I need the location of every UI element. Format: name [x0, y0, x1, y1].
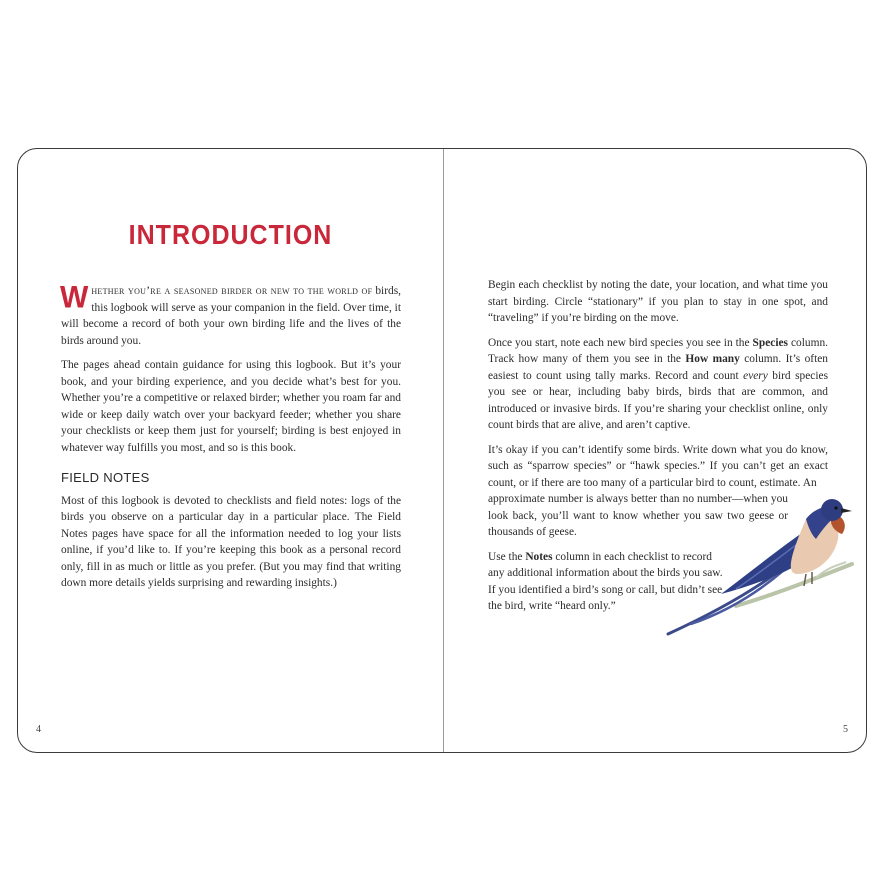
p2-text-a: Once you start, note each new bird species you see in the: [488, 336, 753, 349]
right-paragraph-2: [488, 335, 828, 434]
p3-text-top: It’s okay if you can’t identify some birds. Write down what you do know, such as “sparrow species” or “hawk species.” If you can’t get an exact count, or if there are too many of a particular bird to count, estimate. An: [488, 443, 828, 489]
section-heading-field-notes: FIELD NOTES: [61, 470, 150, 485]
right-paragraph-1: Begin each checklist by noting the date, your location, and what time you start birding. Circle “stationary” if you plan to stay in one spot, and “traveling” if you’re birding on the move.: [488, 279, 828, 324]
intro-rest: birds, this logbook will serve as your companion in the field. Over time, it will become a record of both your own birding life and the lives of the birds around you.: [61, 285, 401, 347]
page-number-left: 4: [36, 724, 41, 735]
species-term: Species: [752, 336, 788, 349]
left-body: [60, 280, 401, 600]
p4-text-b: column in each checklist to record any additional information about the birds you saw.: [488, 550, 723, 579]
every-term: every: [743, 369, 768, 382]
p2-text-b: column. Track how many of them you see in the: [488, 336, 828, 365]
book-spread: [17, 148, 867, 753]
p2-text-c: column. It’s often easiest to count using tally marks. Record and count: [488, 353, 828, 382]
paragraph-2: The pages ahead contain guidance for using this logbook. But it’s your book, and your birding experience, and you decide what’s best for you. Whether you’re a competitive or relaxed birder; whether you roam far and wide or keep daily watch over your backyard feeder; whether you share your checklists or keep them just for yourself; birding is best enjoyed in whatever way fulfills you most, and so is this book.: [61, 359, 401, 454]
right-page: [444, 149, 866, 752]
how-many-term: How many: [685, 353, 740, 365]
right-paragraph-3-wrap: approximate number is always better than no number—when you look back, you’ll want to know whether you saw two geese or thousands of geese.: [488, 493, 788, 538]
paragraph-3: Most of this logbook is devoted to checklists and field notes: logs of the birds you observe on a particular day in a particular place. The Field Notes pages have space for all the information needed to log your lists online, if you’d like to. If you’re keeping this book as a personal record only, fill in as much or little as you prefer. (But you may find that writing down more details yields surprising and rewarding insights.): [61, 494, 401, 589]
right-paragraph-3: [488, 442, 828, 492]
p2-text-d: bird species you see or hear, including baby birds, birds that are common, and introduced or invasive birds. If you’re sharing your checklist online, only count birds that are alive, and aren’t captive.: [488, 369, 829, 431]
page-number-right: 5: [843, 724, 848, 735]
p4-text-c: If you identified a bird’s song or call, but didn’t see the bird, write “heard only.”: [488, 583, 723, 612]
p4-text-a: Use the: [488, 550, 526, 563]
intro-lead: hether you’re a seasoned birder or new to the world of: [91, 285, 373, 297]
barn-swallow-icon: [666, 494, 856, 639]
intro-paragraph: [60, 280, 401, 349]
notes-term: Notes: [525, 550, 553, 563]
dropcap: W: [60, 280, 89, 315]
page-title: INTRODUCTION: [128, 219, 333, 251]
left-page: [18, 149, 443, 752]
